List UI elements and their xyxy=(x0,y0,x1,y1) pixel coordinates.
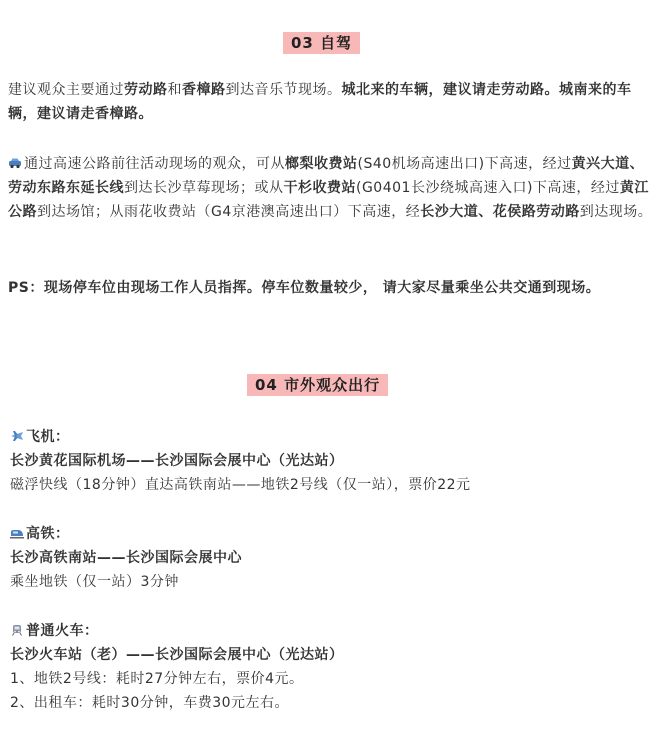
train-heading: 普通火车： xyxy=(10,620,650,642)
plane-heading: 飞机： xyxy=(10,426,650,448)
airplane-icon xyxy=(10,427,24,439)
bullet-train-icon xyxy=(10,524,24,536)
hsr-detail: 乘坐地铁（仅一站）3分钟 xyxy=(10,574,179,590)
hsr-heading: 高铁： xyxy=(10,523,650,545)
self-drive-intro: 建议观众主要通过劳动路和香樟路到达音乐节现场。城北来的车辆，建议请走劳动路。城南来的车辆，建议请走香樟路。 xyxy=(8,82,632,122)
section-tag-out-of-town: 04 市外观众出行 xyxy=(247,374,388,396)
train-detail-metro: 1、地铁2号线：耗时27分钟左右，票价4元。 xyxy=(10,671,304,687)
train-icon xyxy=(10,621,24,633)
car-icon xyxy=(8,153,22,165)
train-detail-taxi: 2、出租车：耗时30分钟，车费30元左右。 xyxy=(10,695,290,711)
highway-directions: 通过高速公路前往活动现场的观众，可从榔梨收费站(S40机场高速出口)下高速，经过黄兴大道、劳动东路东延长线到达长沙草莓现场；或从干杉收费站(G0401长沙绕城高速入口)下高速，经过黄江公路到达场馆；从雨花收费站（G4京港澳高速出口）下高速，经长沙大道、花侯路劳动路到达现场。 xyxy=(8,152,658,224)
train-route: 长沙火车站（老）——长沙国际会展中心（光达站） xyxy=(10,647,344,663)
plane-detail: 磁浮快线（18分钟）直达高铁南站——地铁2号线（仅一站），票价22元 xyxy=(10,477,471,493)
plane-route: 长沙黄花国际机场——长沙国际会展中心（光达站） xyxy=(10,453,344,469)
hsr-route: 长沙高铁南站——长沙国际会展中心 xyxy=(10,550,242,566)
parking-note: PS：现场停车位由现场工作人员指挥。停车位数量较少， 请大家尽量乘坐公共交通到现场。 xyxy=(8,280,601,296)
section-tag-self-drive: 03 自驾 xyxy=(283,32,360,54)
